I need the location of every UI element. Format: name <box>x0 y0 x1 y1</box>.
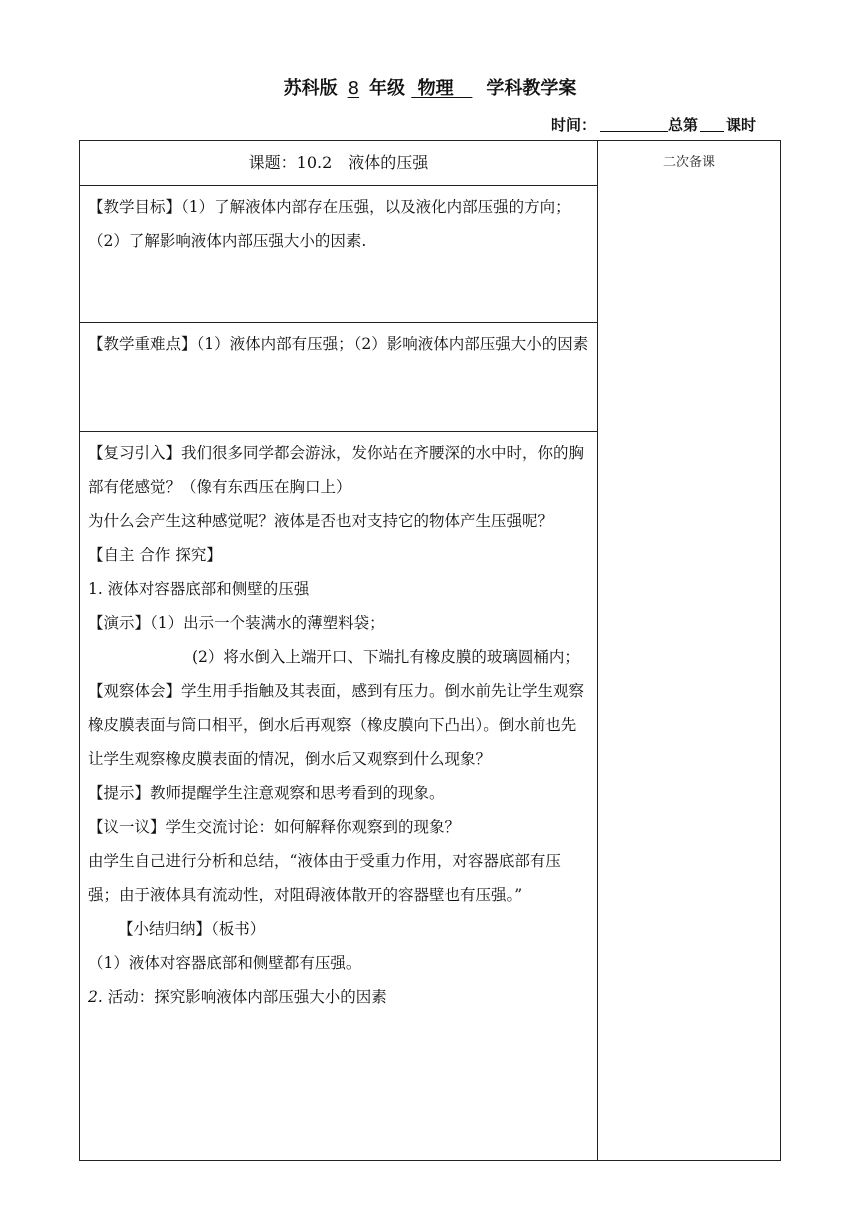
objective-2: （2）了解影响液体内部压强大小的因素. <box>88 232 367 250</box>
second-prep-column <box>598 141 781 1161</box>
period-blank <box>700 115 724 132</box>
period-label: 课时 <box>725 116 756 134</box>
hint: 【提示】教师提醒学生注意观察和思考看到的现象。 <box>88 784 445 802</box>
time-blank <box>600 115 668 132</box>
grade-value: 8 <box>347 78 360 99</box>
item-2-text: 活动：探究影响液体内部压强大小的因素 <box>107 988 387 1006</box>
topic-cell: 课题：10.2 液体的压强 <box>80 141 598 186</box>
observe: 【观察体会】学生用手指触及其表面，感到有压力。倒水前先让学生观察橡皮膜表面与筒口相平，倒水后再观察（橡皮膜向下凸出）。倒水前也先让学生观察橡皮膜表面的情况，倒水后又观察到什么现象？ <box>88 682 585 768</box>
objective-1: 【教学目标】（1）了解液体内部存在压强，以及液化内部压强的方向； <box>88 198 571 216</box>
item-2 <box>88 980 591 1014</box>
time-label: 时间： <box>550 116 596 134</box>
total-label: 总第 <box>667 116 698 134</box>
second-prep-header: 二次备课 <box>662 155 715 170</box>
summary: 【小结归纳】（板书） <box>118 920 266 938</box>
subject-value: 物理 <box>417 78 454 99</box>
time-line <box>551 114 756 135</box>
lesson-body-cell <box>80 432 598 1161</box>
key-points-cell <box>80 323 598 432</box>
grade-label: 年级 <box>369 78 406 99</box>
page-title <box>0 74 860 100</box>
demo-1: 【演示】（1）出示一个装满水的薄塑料袋； <box>88 614 385 632</box>
explore-heading: 【自主 合作 探究】 <box>88 546 222 564</box>
review-question: 为什么会产生这种感觉呢？液体是否也对支持它的物体产生压强呢？ <box>88 512 554 530</box>
objectives-cell <box>80 186 598 323</box>
conclusion-1: （1）液体对容器底部和侧壁都有压强。 <box>88 954 362 972</box>
key-points: 【教学重难点】（1）液体内部有压强；（2）影响液体内部压强大小的因素 <box>88 335 589 353</box>
analysis: 由学生自己进行分析和总结，“液体由于受重力作用，对容器底部有压强；由于液体具有流动性，对阻碍液体散开的容器壁也有压强。” <box>88 852 561 904</box>
subject-suffix: 学科教学案 <box>486 78 577 99</box>
publisher-label: 苏科版 <box>283 78 338 99</box>
item-1: 1. 液体对容器底部和侧壁的压强 <box>88 580 310 598</box>
demo-2: (2）将水倒入上端开口、下端扎有橡皮膜的玻璃圆桶内； <box>192 648 580 666</box>
item-2-number: 2. <box>88 988 103 1006</box>
lesson-plan-table <box>79 140 781 1161</box>
review-intro: 【复习引入】我们很多同学都会游泳，发你站在齐腰深的水中时，你的胸部有佬感觉？（像有东西压在胸口上） <box>88 444 585 496</box>
discuss: 【议一议】学生交流讨论：如何解释你观察到的现象？ <box>88 818 461 836</box>
